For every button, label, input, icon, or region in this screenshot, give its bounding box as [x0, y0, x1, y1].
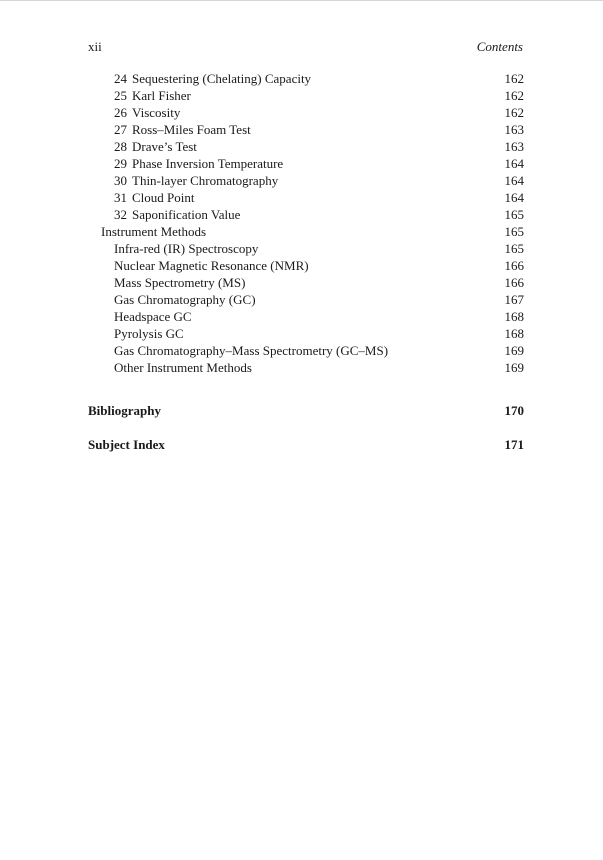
toc-subentry-page: 168 [504, 326, 524, 341]
toc-entry-title: Phase Inversion Temperature [132, 156, 284, 171]
toc-entry-page: 163 [504, 139, 524, 154]
toc-subentry-title: Other Instrument Methods [114, 360, 252, 375]
toc-entry-page: 162 [504, 71, 524, 86]
toc-subentry-page: 165 [504, 241, 524, 256]
toc-subentry-title: Gas Chromatography (GC) [114, 292, 256, 307]
toc-subentry-title: Headspace GC [114, 309, 192, 324]
toc-entry-page: 162 [504, 105, 524, 120]
toc-entry-title: Drave’s Test [132, 139, 197, 154]
toc-entry-title: Thin-layer Chromatography [132, 173, 279, 188]
toc-entry-title: Karl Fisher [132, 88, 191, 103]
toc-subentry[interactable] [0, 325, 603, 342]
toc-entry[interactable] [0, 87, 603, 104]
toc-subentry-page: 166 [504, 258, 524, 273]
toc-section[interactable] [0, 223, 603, 240]
toc-entry-index: 30 [114, 173, 127, 188]
toc-entry-index: 32 [114, 207, 127, 222]
toc-entry[interactable] [0, 138, 603, 155]
toc-entry-page: 164 [504, 190, 524, 205]
toc-subentry-page: 167 [504, 292, 524, 307]
toc-entry-index: 31 [114, 190, 127, 205]
toc-entry[interactable] [0, 155, 603, 172]
toc-subentry[interactable] [0, 257, 603, 274]
toc-subentry-title: Infra-red (IR) Spectroscopy [114, 241, 259, 256]
toc-subentry[interactable] [0, 291, 603, 308]
toc-entry-index: 24 [114, 71, 127, 86]
toc-entry-index: 27 [114, 122, 127, 137]
toc-entry-title: Cloud Point [132, 190, 195, 205]
toc-entry-page: 164 [504, 173, 524, 188]
toc-section-page: 165 [504, 224, 524, 239]
toc-entry-index: 25 [114, 88, 127, 103]
toc-section-title: Instrument Methods [101, 224, 207, 239]
top-border [0, 0, 603, 1]
toc-entry-index: 28 [114, 139, 127, 154]
toc-subentry[interactable] [0, 274, 603, 291]
toc-subject-index-page: 171 [504, 437, 524, 452]
toc-entry[interactable] [0, 121, 603, 138]
toc-entry[interactable] [0, 172, 603, 189]
toc-subentry-page: 168 [504, 309, 524, 324]
toc-bibliography-page: 170 [504, 403, 524, 418]
toc-entry[interactable] [0, 104, 603, 121]
toc-entry-title: Ross–Miles Foam Test [132, 122, 251, 137]
toc-entry-page: 163 [504, 122, 524, 137]
toc-entry-page: 164 [504, 156, 524, 171]
toc-subentry-page: 169 [504, 360, 524, 375]
toc-subentry-page: 166 [504, 275, 524, 290]
toc-entry-page: 165 [504, 207, 524, 222]
toc-subentry-title: Mass Spectrometry (MS) [114, 275, 246, 290]
toc-entry[interactable] [0, 70, 603, 87]
toc-entry-page: 162 [504, 88, 524, 103]
running-head: Contents [476, 39, 523, 54]
toc-entry-title: Viscosity [132, 105, 181, 120]
toc-entry[interactable] [0, 189, 603, 206]
toc-entry-index: 29 [114, 156, 127, 171]
toc-entry[interactable] [0, 206, 603, 223]
toc-subentry[interactable] [0, 308, 603, 325]
toc-subentry-title: Gas Chromatography–Mass Spectrometry (GC–MS) [114, 343, 389, 358]
toc-entry-index: 26 [114, 105, 127, 120]
toc-bibliography-title: Bibliography [88, 403, 161, 418]
toc-subentry-page: 169 [504, 343, 524, 358]
toc-subentry[interactable] [0, 240, 603, 257]
page-number: xii [88, 39, 102, 54]
toc-entry-title: Saponification Value [132, 207, 241, 222]
toc-subentry[interactable] [0, 359, 603, 376]
toc-subentry-title: Nuclear Magnetic Resonance (NMR) [114, 258, 309, 273]
toc-subentry[interactable] [0, 342, 603, 359]
toc-subject-index-title: Subject Index [88, 437, 165, 452]
toc-entry-title: Sequestering (Chelating) Capacity [132, 71, 312, 86]
toc-subentry-title: Pyrolysis GC [114, 326, 184, 341]
